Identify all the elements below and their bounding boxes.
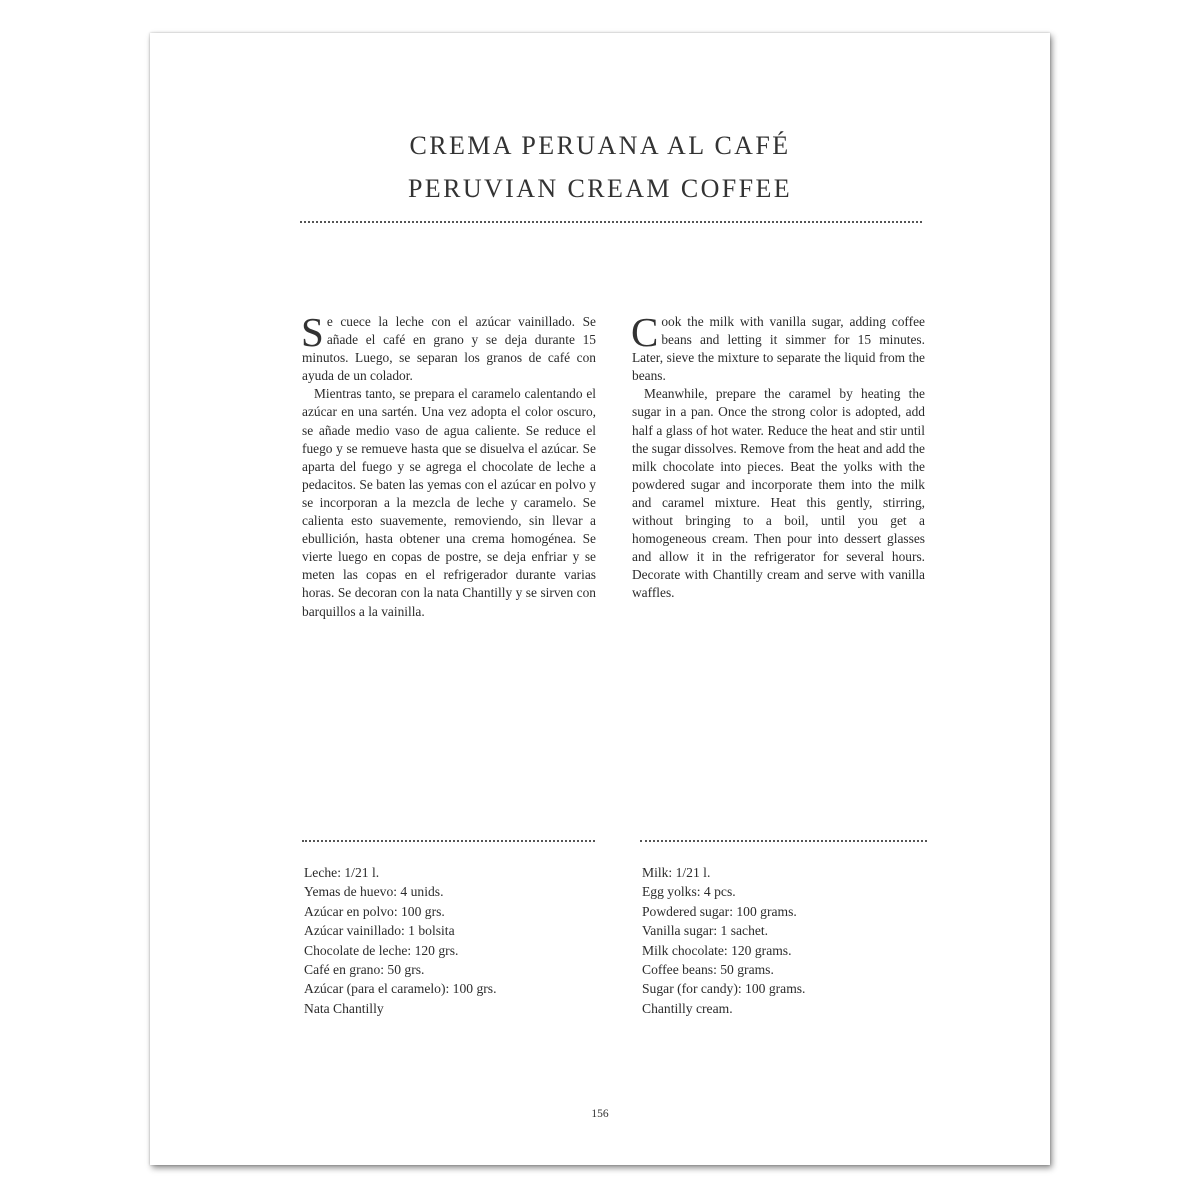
title-english: PERUVIAN CREAM COFFEE — [407, 174, 793, 203]
book-page — [150, 33, 1050, 1165]
ingredient-item: Nata Chantilly — [304, 1000, 384, 1016]
english-paragraph-2: Meanwhile, prepare the caramel by heating the sugar in a pan. Once the strong color is adopted, add half a glass of hot water. Reduce the heat and stir until the sugar dissolves. Remove from the heat and add the milk chocolate into pieces. Beat the yolks with the powdered sugar and incorporate them into the milk and caramel mixture. Heat this gently, stirring, without bringing to a boil, until you get a homogeneous cream. Then pour into dessert glasses and allow it in the refrigerator for several hours. Decorate with Chantilly cream and serve with vanilla waffles. — [632, 386, 925, 601]
english-ingredients-list — [642, 863, 932, 1018]
spanish-dropcap: S — [301, 309, 324, 355]
spanish-paragraph-2: Mientras tanto, se prepara el caramelo calentando el azúcar en una sartén. Una vez adopta el color oscuro, se añade medio vaso de agua caliente. Se reduce el fuego y se remueve hasta que se disuelva el azúcar. Se aparta del fuego y se agrega el chocolate de leche a pedacitos. Se baten las yemas con el azúcar en polvo y se incorporan a la mezcla de leche y caramelo. Se calienta esto suavemente, removiendo, sin llevar a ebullición, hasta obtener una crema homogénea. Se vierte luego en copas de postre, se deja enfriar y se meten las copas en el refrigerador durante varias horas. Se decoran con la nata Chantilly y se sirven con barquillos a la vainilla. — [302, 386, 596, 619]
english-paragraph-1-text: ook the milk with vanilla sugar, adding coffee beans and letting it simmer for 15 minutes. Later, sieve the mixture to separate the liquid from the beans. — [632, 314, 925, 384]
ingredient-item: Milk: 1/21 l. — [642, 865, 711, 880]
ingredient-item: Yemas de huevo: 4 unids. — [304, 884, 444, 900]
ingredient-item: Azúcar vainillado: 1 bolsita — [304, 923, 455, 939]
spanish-ingredients-list — [304, 863, 594, 1018]
spanish-paragraph-1 — [301, 309, 596, 385]
ingredient-item: Leche: 1/21 l. — [304, 865, 380, 880]
spanish-paragraph-1-text: e cuece la leche con el azúcar vainillado. Se añade el café en grano y se deja durante 15 minutos. Luego, se separan los granos de café con ayuda de un colador. — [302, 314, 596, 384]
ingredient-item: Egg yolks: 4 pcs. — [642, 884, 736, 900]
ingredients-divider-spanish — [302, 840, 595, 842]
ingredient-item: Milk chocolate: 120 grams. — [642, 942, 792, 958]
spanish-instructions — [301, 309, 596, 621]
ingredient-item: Café en grano: 50 grs. — [304, 962, 425, 978]
english-instructions — [631, 309, 925, 603]
ingredient-item: Chantilly cream. — [642, 1000, 733, 1016]
ingredient-item: Azúcar (para el caramelo): 100 grs. — [304, 981, 497, 997]
ingredient-item: Vanilla sugar: 1 sachet. — [642, 923, 769, 939]
title-divider — [300, 221, 922, 223]
english-paragraph-1 — [631, 309, 925, 385]
english-dropcap: C — [631, 309, 659, 355]
page-number: 156 — [591, 1108, 609, 1120]
ingredient-item: Coffee beans: 50 grams. — [642, 962, 774, 978]
ingredients-divider-english — [640, 840, 927, 842]
ingredient-item: Chocolate de leche: 120 grs. — [304, 942, 459, 958]
ingredient-item: Azúcar en polvo: 100 grs. — [304, 903, 445, 919]
ingredient-item: Powdered sugar: 100 grams. — [642, 903, 797, 919]
title-spanish: CREMA PERUANA AL CAFÉ — [409, 131, 791, 160]
ingredient-item: Sugar (for candy): 100 grams. — [642, 981, 806, 997]
